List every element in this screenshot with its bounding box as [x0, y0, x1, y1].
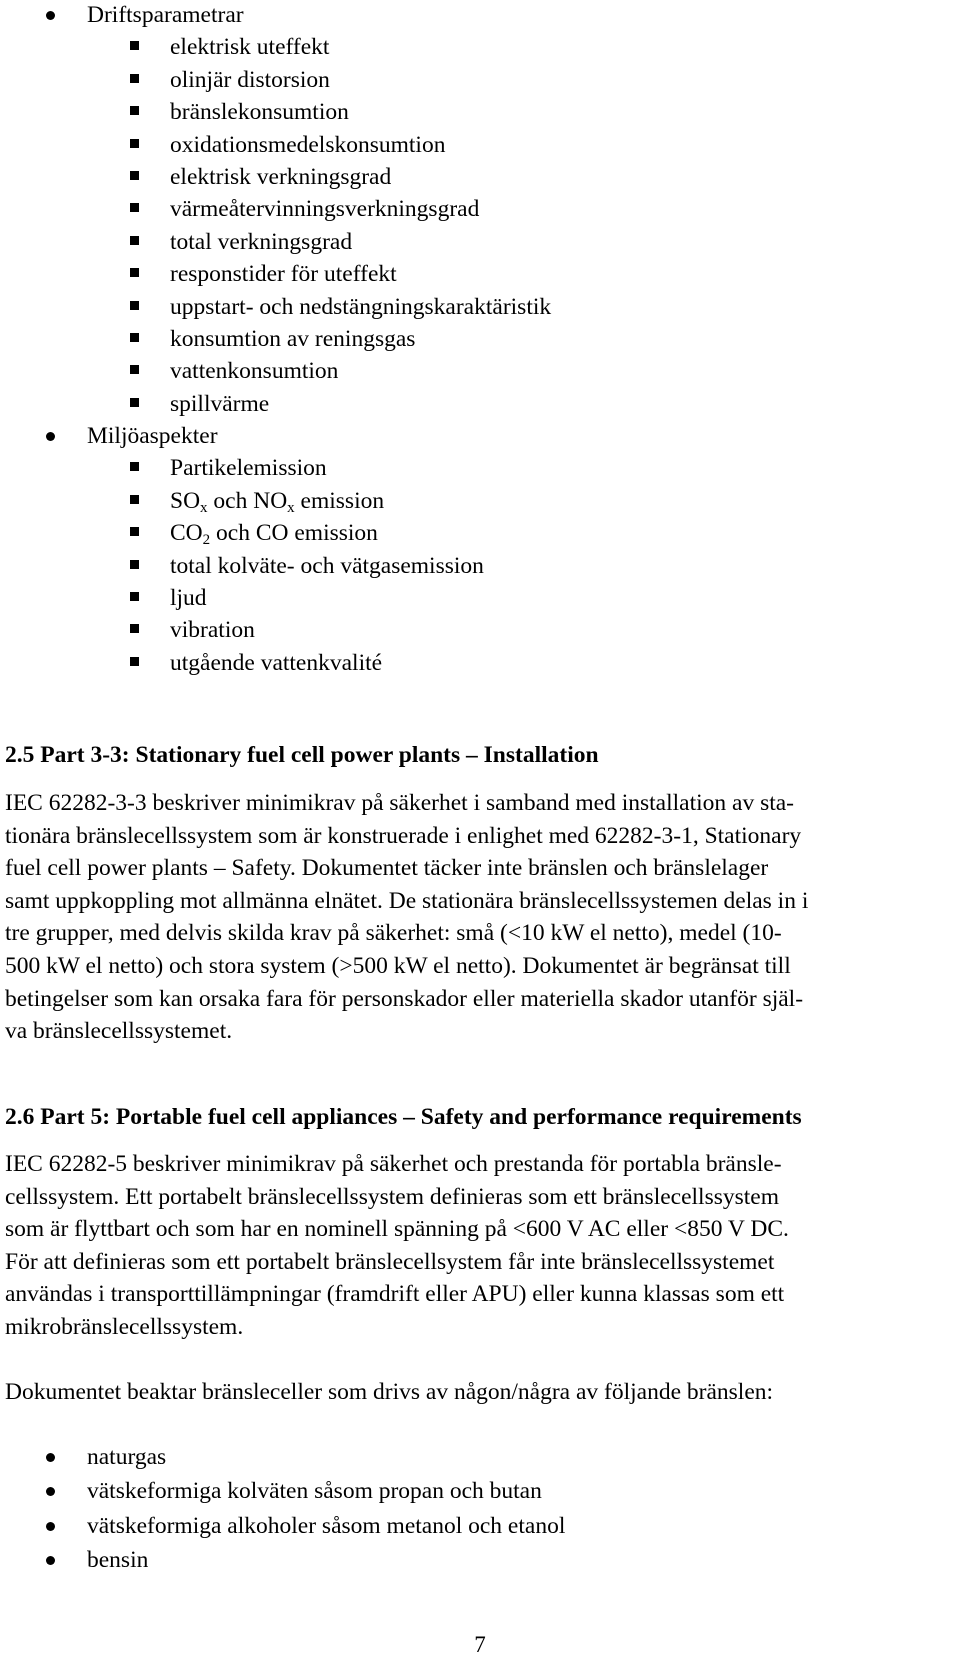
- bullet-dot-icon: [46, 11, 55, 20]
- bullet-square-icon: [130, 139, 139, 148]
- paragraph-line: IEC 62282-5 beskriver minimikrav på säkerhet och prestanda för portabla bränsle-: [5, 1151, 782, 1177]
- paragraph-line: mikrobränslecellssystem.: [5, 1313, 244, 1340]
- bullet-dot-icon: [46, 1487, 55, 1496]
- bullet-square-icon: [130, 236, 139, 245]
- bullet-square-icon: [130, 106, 139, 115]
- paragraph-line: som är flyttbart och som har en nominell spänning på <600 V AC eller <850 V DC.: [5, 1216, 789, 1243]
- bullet-square-icon: [130, 203, 139, 212]
- bullet-square-icon: [130, 171, 139, 180]
- section-heading-2-5: 2.5 Part 3-3: Stationary fuel cell power plants – Installation: [5, 742, 599, 768]
- bullet-square-icon: [130, 657, 139, 666]
- bullet-square-icon: [130, 74, 139, 83]
- bullet-square-icon: [130, 398, 139, 407]
- bullet-square-icon: [130, 333, 139, 342]
- paragraph-line: cellssystem. Ett portabelt bränslecellssystem definieras som ett bränslecellssystem: [5, 1183, 779, 1210]
- bullet-dot-icon: [46, 432, 55, 441]
- bullet-dot-icon: [46, 1522, 55, 1531]
- section-2-5-paragraph: [5, 787, 955, 1048]
- paragraph-line: IEC 62282-3-3 beskriver minimikrav på säkerhet i samband med installation av sta-: [5, 790, 795, 816]
- bullet-square-icon: [130, 301, 139, 310]
- bullet-square-icon: [130, 592, 139, 601]
- bullet-dot-icon: [46, 1556, 55, 1565]
- paragraph-line: För att definieras som ett portabelt bränslecellsystem får inte bränslecellssystemet: [5, 1248, 775, 1275]
- paragraph-line: betingelser som kan orsaka fara för personskador eller materiella skador utanför själ-: [5, 985, 804, 1012]
- bullet-square-icon: [130, 560, 139, 569]
- paragraph-line: tre grupper, med delvis skilda krav på säkerhet: små (<10 kW el netto), medel (10-: [5, 920, 782, 947]
- bullet-square-icon: [130, 624, 139, 633]
- paragraph-line: samt uppkoppling mot allmänna elnätet. De stationära bränslecellssystemen delas in i: [5, 887, 809, 914]
- section-2-6-paragraph: [5, 1148, 955, 1344]
- paragraph-line: fuel cell power plants – Safety. Dokumentet täcker inte bränslen och bränslelager: [5, 855, 769, 882]
- bullet-square-icon: [130, 268, 139, 277]
- paragraph-line: tionära bränslecellssystem som är konstruerade i enlighet med 62282-3-1, Stationary: [5, 822, 802, 849]
- paragraph-line: 500 kW el netto) och stora system (>500 kW el netto). Dokumentet är begränsat till: [5, 952, 791, 979]
- paragraph-line: va bränslecellssystemet.: [5, 1018, 233, 1045]
- section-heading-2-6: 2.6 Part 5: Portable fuel cell appliances – Safety and performance requirements: [5, 1104, 802, 1130]
- fuels-intro: Dokumentet beaktar bränsleceller som drivs av någon/några av följande bränslen:: [5, 1379, 774, 1405]
- paragraph-line: användas i transporttillämpningar (framdrift eller APU) eller kunna klassas som ett: [5, 1281, 785, 1308]
- bullet-square-icon: [130, 527, 139, 536]
- bullet-square-icon: [130, 462, 139, 471]
- bullet-square-icon: [130, 41, 139, 50]
- document-page: Driftsparametrar elektrisk uteffekt olinjär distorsion bränslekonsumtion oxidationsmedelskonsumtion elektrisk verkningsgrad värmeåtervinningsverkningsgrad total verkningsgrad responstider för uteffekt uppstart- och nedstängningskaraktäristik konsumtion av reningsgas vattenkonsumtion spillvärme Miljöaspekter Partikelemission $SO_x$ och $NO_x$ emission $CO_2$ och CO emission total kolväte- och vätgasemission ljud vibration utgående vattenkvalité 2.5 Part 3-3: Stationary fuel cell power plants – Installation IEC 62282-3-3 beskriver minimikrav på säkerhet i samband med installation av sta- tionära bränslecellssystem som är konstruerade i enlighet med 62282-3-1, Stationary fuel cell power plants – Safety. Dokumentet täcker inte bränslen och bränslelager samt uppkoppling mot allmänna elnätet. De stationära bränslecellssystemen delas in i tre grupper, med delvis skilda krav på säkerhet: små (<10 kW el netto), medel (10- 500 kW el netto) och stora system (>500 kW el netto). Dokumentet är begränsat till betingelser som kan orsaka fara för personskador eller materiella skador utanför själ- va bränslecellssystemet. 2.6 Part 5: Portable fuel cell appliances – Safety and performance requirements IEC 62282-5 beskriver minimikrav på säkerhet och prestanda för portabla bränsle- cellssystem. Ett portabelt bränslecellssystem definieras som ett bränslecellssystem som är flyttbart och som har en nominell spänning på <600 V AC eller <850 V DC. För att definieras som ett portabelt bränslecellsystem får inte bränslecellssystemet användas i transporttillämpningar (framdrift eller APU) eller kunna klassas som ett mikrobränslecellssystem. Dokumentet beaktar bränsleceller som drivs av någon/några av följande bränslen: naturgas vätskeformiga kolväten såsom propan och butan vätskeformiga alkoholer såsom metanol och etanol bensin 7: [0, 0, 960, 1660]
- bullet-square-icon: [130, 365, 139, 374]
- bullet-square-icon: [130, 495, 139, 504]
- bullet-dot-icon: [46, 1453, 55, 1462]
- page-number: 7: [474, 1632, 486, 1657]
